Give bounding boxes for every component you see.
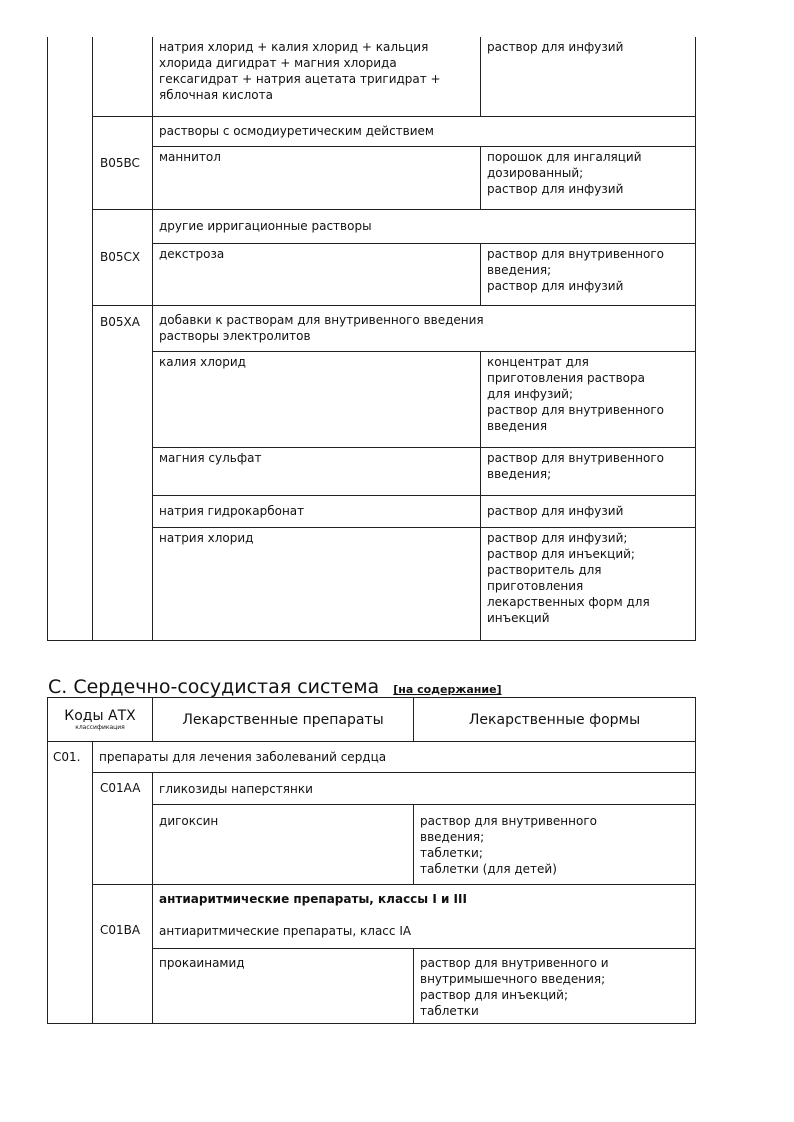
drug-name: натрия хлорид + калия хлорид + кальция хлорида дигидрат + магния хлорида гексагидрат + натрия ацетата тригидрат + яблочная кислота [153, 37, 481, 116]
contents-link[interactable]: [на содержание] [393, 683, 502, 696]
drug-group-name-bold: антиаритмические препараты, классы I и III [159, 892, 467, 906]
dosage-form: раствор для внутривенного введения; таблетки; таблетки (для детей) [414, 805, 696, 885]
drug-name: магния сульфат [153, 447, 481, 495]
dosage-form: раствор для инфузий [481, 37, 696, 116]
medicines-table-b05 [47, 37, 696, 641]
drug-name: натрия гидрокарбонат [153, 495, 481, 527]
atx-code: B05BC [93, 116, 153, 209]
drug-name: декстроза [153, 243, 481, 305]
drug-group-name: растворы с осмодиуретическим действием [153, 116, 696, 146]
drug-name: прокаинамид [153, 949, 414, 1024]
drug-group-name: препараты для лечения заболеваний сердца [93, 742, 696, 773]
drug-group-name: добавки к растворам для внутривенного введения растворы электролитов [153, 305, 696, 351]
medicines-table-c01 [47, 697, 696, 1024]
atx-code-cell [93, 37, 153, 116]
header-atx-codes-label: Коды АТХ [64, 707, 136, 724]
atx-code: B05CX [93, 209, 153, 305]
atx-code: C01BA [93, 885, 153, 1024]
section-title-text: С. Сердечно-сосудистая система [48, 676, 380, 698]
drug-group-name: другие ирригационные растворы [153, 209, 696, 243]
drug-group-name: гликозиды наперстянки [153, 773, 696, 805]
dosage-form: концентрат для приготовления раствора для инфузий; раствор для внутривенного введения [481, 351, 696, 447]
dosage-form: раствор для внутривенного введения; [481, 447, 696, 495]
atx-code: B05XA [93, 305, 153, 640]
dosage-form: раствор для инфузий; раствор для инъекций; растворитель для приготовления лекарственных форм для инъекций [481, 527, 696, 640]
drug-name: натрия хлорид [153, 527, 481, 640]
atx-code: C01AA [93, 773, 153, 885]
header-drugs: Лекарственные препараты [153, 698, 414, 742]
header-atx-codes-sub: классификация [75, 723, 125, 731]
drug-name: дигоксин [153, 805, 414, 885]
drug-name: калия хлорид [153, 351, 481, 447]
drug-group-name: антиаритмические препараты, класс IA [159, 924, 412, 938]
drug-group-cell [153, 885, 696, 949]
dosage-form: раствор для внутривенного введения; раствор для инфузий [481, 243, 696, 305]
atx-level1-cell [48, 37, 93, 640]
header-atx-codes [48, 698, 153, 742]
drug-name: маннитол [153, 146, 481, 209]
header-forms: Лекарственные формы [414, 698, 696, 742]
dosage-form: раствор для внутривенного и внутримышечного введения; раствор для инъекций; таблетки [414, 949, 696, 1024]
dosage-form: порошок для ингаляций дозированный; раствор для инфузий [481, 146, 696, 209]
atx-code: C01. [48, 742, 93, 1024]
dosage-form: раствор для инфузий [481, 495, 696, 527]
